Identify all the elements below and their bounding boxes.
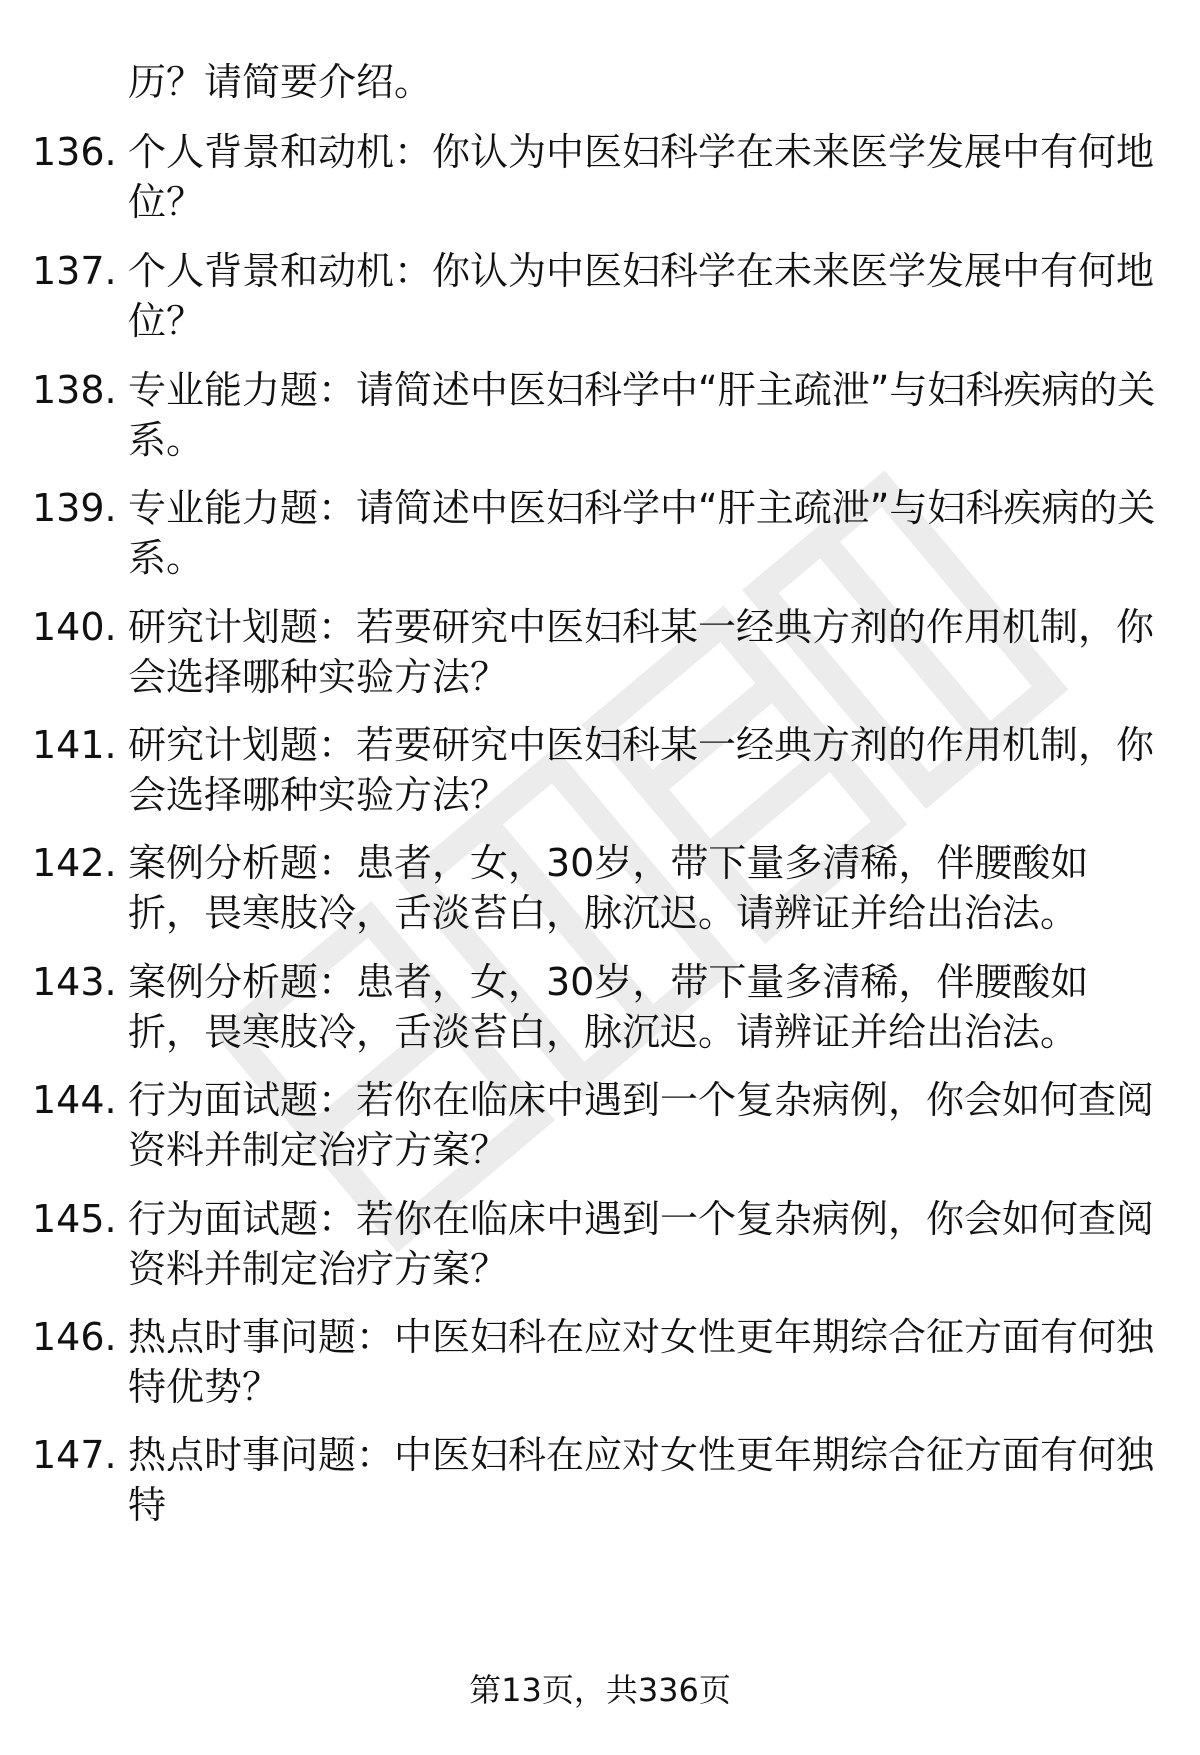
question-number: 141. bbox=[32, 723, 117, 767]
continued-question-text: 历？请简要介绍。 bbox=[128, 60, 433, 104]
question-text: 研究计划题：若要研究中医妇科某一经典方剂的作用机制，你会选择哪种实验方法？ bbox=[128, 723, 1155, 817]
question-number: 138. bbox=[32, 368, 117, 412]
question-text: 个人背景和动机：你认为中医妇科学在未来医学发展中有何地位？ bbox=[128, 249, 1155, 343]
question-text: 热点时事问题：中医妇科在应对女性更年期综合征方面有何独特 bbox=[128, 1433, 1155, 1527]
question-number: 145. bbox=[32, 1197, 117, 1241]
question-text: 专业能力题：请简述中医妇科学中“肝主疏泄”与妇科疾病的关系。 bbox=[128, 368, 1156, 462]
question-number: 147. bbox=[32, 1433, 117, 1477]
question-text: 行为面试题：若你在临床中遇到一个复杂病例，你会如何查阅资料并制定治疗方案？ bbox=[128, 1197, 1155, 1291]
question-text: 案例分析题：患者，女，30岁，带下量多清稀，伴腰酸如折，畏寒肢冷，舌淡苔白，脉沉迟。请辨证并给出治法。 bbox=[128, 841, 1089, 935]
question-text: 个人背景和动机：你认为中医妇科学在未来医学发展中有何地位？ bbox=[128, 130, 1155, 224]
question-number: 136. bbox=[32, 130, 117, 174]
question-number: 143. bbox=[32, 960, 117, 1004]
question-text: 专业能力题：请简述中医妇科学中“肝主疏泄”与妇科疾病的关系。 bbox=[128, 486, 1156, 580]
question-number: 146. bbox=[32, 1315, 117, 1359]
question-text: 研究计划题：若要研究中医妇科某一经典方剂的作用机制，你会选择哪种实验方法？ bbox=[128, 605, 1155, 699]
question-number: 142. bbox=[32, 841, 117, 885]
question-text: 案例分析题：患者，女，30岁，带下量多清稀，伴腰酸如折，畏寒肢冷，舌淡苔白，脉沉迟。请辨证并给出治法。 bbox=[128, 960, 1089, 1054]
question-number: 137. bbox=[32, 249, 117, 293]
question-number: 140. bbox=[32, 605, 117, 649]
page-footer: 第13页，共336页 bbox=[469, 1671, 731, 1709]
question-number: 139. bbox=[32, 486, 117, 530]
question-text: 热点时事问题：中医妇科在应对女性更年期综合征方面有何独特优势？ bbox=[128, 1315, 1155, 1409]
question-text: 行为面试题：若你在临床中遇到一个复杂病例，你会如何查阅资料并制定治疗方案？ bbox=[128, 1078, 1155, 1172]
question-number: 144. bbox=[32, 1078, 117, 1122]
